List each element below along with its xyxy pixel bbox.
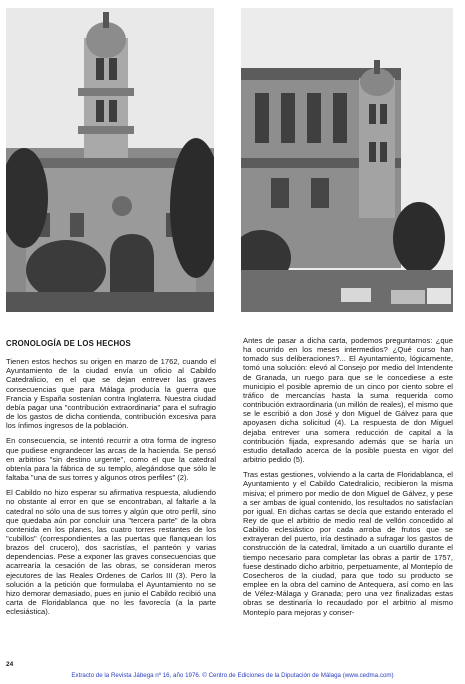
paragraph: Tras estas gestiones, volviendo a la carta de Floridablanca, el Ayuntamiento y el Cabildo Catedralicio, recibieron la misma misiva; el primero por medio de don Miguel de Gálvez, y pese a ser ambas de igual contenido, los resultados no satisfacían por igual. En dichas cartas se decía que estando enterado el Rey de que el arbitrio de medio real de vellón concedido al Cabildo eclesiástico por cada arroba de frutos que se extrayeran del puerto, iría destinado a sufragar los gastos de construcción de la catedral, limitado a un cuartillo durante el tiempo necesario para completar las obras a partir de 1757, fuese destinado dicho arbitrio, perpetuamente, al Montepío de Cosecheros de la ciudad, para que todo su producto se emplee en la obra del camino de Antequera, así como en las de Vélez-Málaga y Granada; pero una vez finalizadas estas obras se destinaría lo recaudado por el arbitrio al mismo Montepío para mejoras y conser- xyxy=(243,470,453,617)
article-column-left xyxy=(6,336,216,622)
page-number: 24 xyxy=(6,661,14,668)
cathedral-street-photo xyxy=(241,8,453,312)
cathedral-tower-photo xyxy=(6,8,214,312)
paragraph: Antes de pasar a dicha carta, podemos preguntarnos: ¿que ha ocurrido en los meses intermedios? ¿Qué curso han tomado sus deliberaciones?... El Ayuntamiento, lógicamente, tomó una solución: elevó al Consejo por medio del Intendente de Granada, un ruego para que se le concediese a este municipio el posible apremio de un cinco por ciento sobre el tráfico de mercancías hasta la suma requerida como contribución extraordinaria (un millón de reales), el mismo que se le escribió a don José y don Miguel de Gálvez para que apoyasen dicha solicitud (4). La respuesta de don Miguel dejaba entrever una somera reducción de capital a la contribución fijada, expresando además que se haría un estudio detallado acerca de la posible puesta en vigor del arbitrio pedido (5). xyxy=(243,336,453,465)
paragraph: En consecuencia, se intentó recurrir a otra forma de ingreso que pudiese engrandecer las arcas de la hacienda. Se pensó en arbitrios "sin destino urgente", como el que la catedral obtenía para la fábrica de su templo, alegándose que sólo le faltaba "una de sus torres y algunos otros perfiles" (2). xyxy=(6,436,216,483)
paragraph: El Cabildo no hizo esperar su afirmativa respuesta, aludiendo no obstante al error en que se encontraban, al faltarle a la catedral no sólo una de sus torres y algún que otro perfil, sino que quedaba aún por concluir una "tercera parte" de la obra contenida en los planes, las cuatro torres restantes de los "cubillos" (correspondientes a las puertas que flanquean los brazos del crucero), dos sacristías, el panteón y varias dependencias. Pese a exponer las graves consecuencias que acarrearía la cesación de las obras, se consideran meros ejecutores de las Reales Ordenes de Carlos III (3). Pero la solución a la petición que formulaba el Ayuntamiento no se hizo demorar demasiado, pues en junio el Cabildo recibió una carta de Floridablanca que no les favorecía (a la parte eclesiástica). xyxy=(6,488,216,617)
footer-credit: Extracto de la Revista Jábega nº 16, año 1976. © Centro de Ediciones de la Diputación de Málaga (www.cedma.com) xyxy=(71,672,394,679)
article-column-right xyxy=(243,336,453,623)
section-heading: CRONOLOGÍA DE LOS HECHOS xyxy=(6,339,131,348)
paragraph: Tienen estos hechos su origen en marzo de 1762, cuando el Ayuntamiento de la ciudad envía un oficio al Cabildo Catedralicio, en el que se dejan entrever las graves consecuencias que para Málaga producía la guerra que Francia y España sostenían contra Inglaterra. Nuestra ciudad debía pagar una "contribución extraordinaria" para el sufragio de los gastos de dicha contienda, contribución excesiva para los ínfimos ingresos de la población. xyxy=(6,357,216,431)
